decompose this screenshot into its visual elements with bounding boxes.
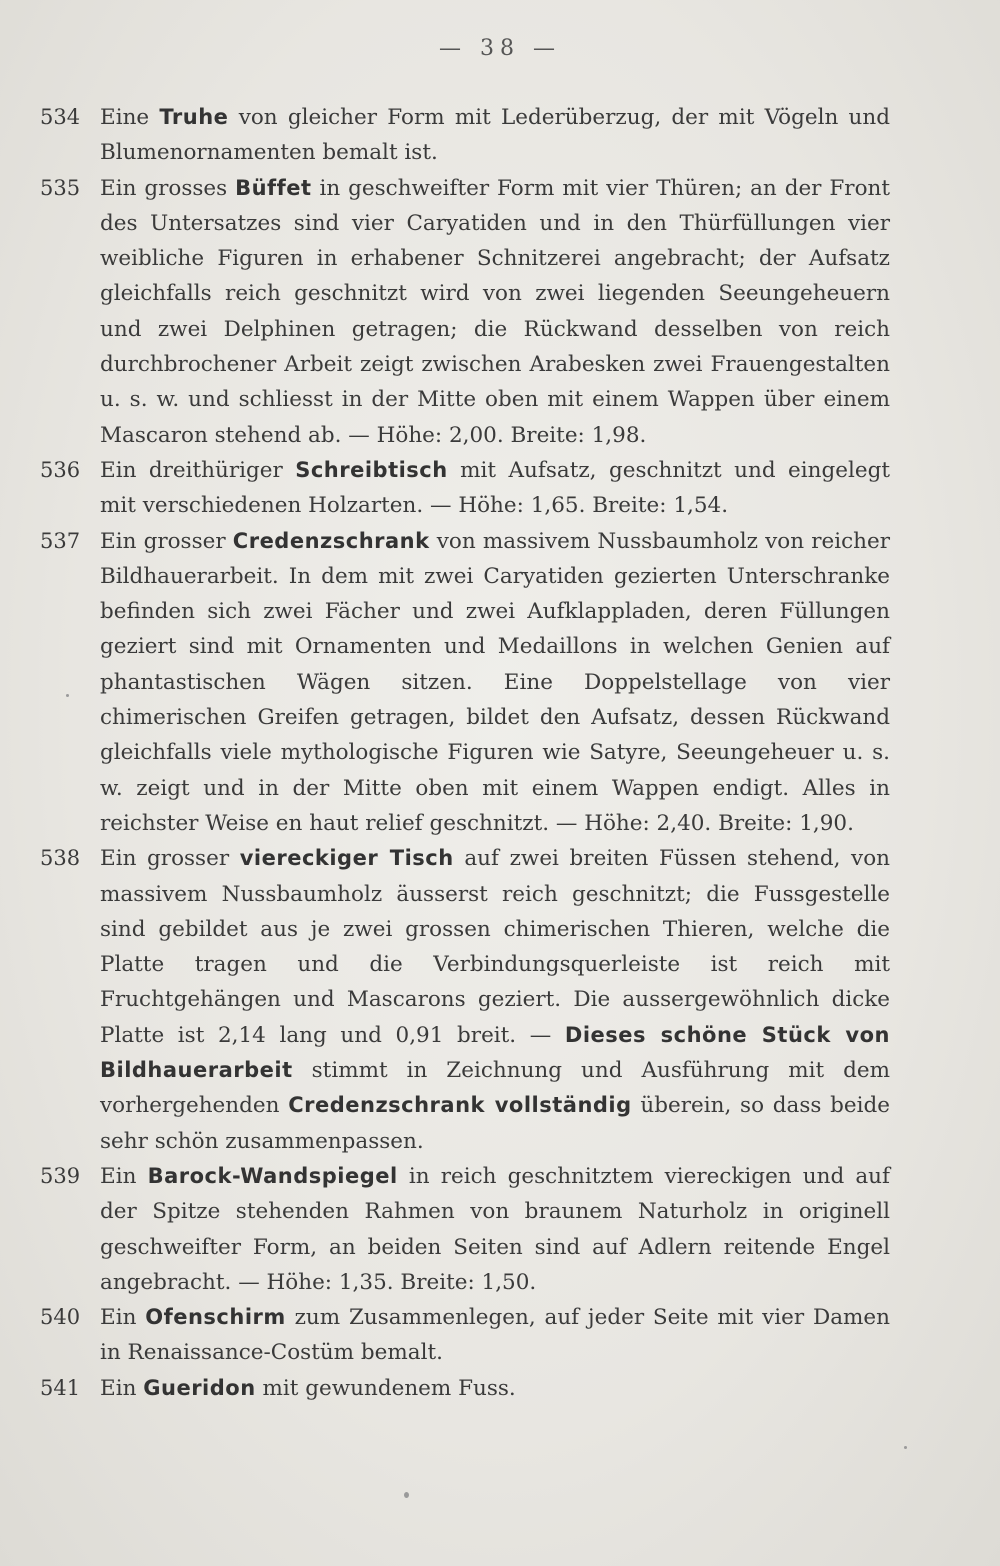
entry-text: Ein dreithüriger [100, 457, 296, 483]
entry-number: 540 [40, 1305, 81, 1330]
entry-text: Ein [100, 1163, 148, 1189]
entry-text: Ein [100, 1375, 144, 1401]
paper-speck [404, 1492, 409, 1498]
catalog-entry-539 [40, 1159, 890, 1300]
catalog-entry-541 [40, 1371, 890, 1406]
catalog-entry-540 [40, 1300, 890, 1371]
entry-text: Ein grosser [100, 528, 233, 554]
entry-text: in geschweifter Form mit vier Thüren; an der Front des Untersatzes sind vier Caryatiden und in den Thürfüllungen vier weibliche Figuren in erhabener Schnitzerei angebracht; der Aufsatz gleichfalls reich geschnitzt wird von zwei liegenden Seeungeheuern und zwei Delphinen getragen; die Rückwand desselben von reich durchbrochener Arbeit zeigt zwischen Arabesken zwei Frauengestalten u. s. w. und schliesst in der Mitte oben mit einem Wappen über einem Mascaron stehend ab. — Höhe: 2,00. Breite: 1,98. [100, 175, 890, 448]
entry-keyword: Barock-Wandspiegel [147, 1163, 398, 1188]
entry-keyword: Credenzschrank vollständig [288, 1093, 632, 1118]
entry-text: zum Zusammenlegen, auf jeder Seite mit vier Damen in Renaissance-Costüm bemalt. [100, 1305, 890, 1366]
page-number: — 38 — [439, 36, 561, 61]
entry-text: Ein grosser [100, 846, 240, 872]
entry-keyword: Gueridon [143, 1375, 256, 1400]
entry-number: 536 [40, 457, 81, 482]
entry-keyword: Dieses schöne Stück von Bildhauerarbeit [100, 1022, 890, 1083]
entry-number: 538 [40, 846, 81, 871]
entry-keyword: viereckiger Tisch [239, 846, 454, 871]
entry-number: 539 [40, 1163, 81, 1188]
catalog-entry-537 [40, 524, 890, 842]
entry-text: stimmt in Zeichnung und Ausführung mit dem vorhergehenden [100, 1058, 890, 1119]
entry-keyword: Credenzschrank [232, 528, 430, 553]
paper-speck [66, 694, 69, 697]
entry-keyword: Büffet [235, 175, 312, 200]
entry-number: 535 [40, 175, 81, 200]
catalog-entry-538 [40, 841, 890, 1159]
paper-speck [904, 1446, 907, 1449]
entry-number: 541 [40, 1375, 81, 1400]
catalog-entry-536 [40, 453, 890, 524]
catalog-entry-535 [40, 171, 890, 453]
entry-text: überein, so dass beide sehr schön zusammenpassen. [100, 1093, 890, 1154]
catalog-entries [40, 100, 890, 1406]
entry-text: von massivem Nussbaumholz von reicher Bildhauerarbeit. In dem mit zwei Caryatiden gezierten Unterschranke befinden sich zwei Fächer und zwei Aufklappladen, deren Füllungen geziert sind mit Ornamenten und Medaillons in welchen Genien auf phantastischen Wägen sitzen. Eine Doppelstellage von vier chimerischen Greifen getragen, bildet den Aufsatz, dessen Rückwand gleichfalls viele mythologische Figuren wie Satyre, Seeungeheuer u. s. w. zeigt und in der Mitte oben mit einem Wappen endigt. Alles in reichster Weise en haut relief geschnitzt. — Höhe: 2,40. Breite: 1,90. [100, 528, 890, 836]
entry-text: Eine [100, 105, 160, 130]
entry-keyword: Truhe [159, 105, 229, 129]
entry-keyword: Ofenschirm [145, 1305, 286, 1330]
entry-text: auf zwei breiten Füssen stehend, von massivem Nussbaumholz äusserst reich geschnitzt; die Fussgestelle sind gebildet aus je zwei grossen chimerischen Thieren, welche die Platte tragen und die Verbindungsquerleiste ist reich mit Fruchtgehängen und Mascarons geziert. Die aussergewöhnlich dicke Platte ist 2,14 lang und 0,91 breit. — [100, 846, 890, 1048]
entry-text: von gleicher Form mit Lederüberzug, der mit Vögeln und Blumenornamenten bemalt ist. [100, 105, 890, 166]
entry-keyword: Schreibtisch [295, 457, 448, 482]
entry-text: mit gewundenem Fuss. [255, 1375, 516, 1401]
catalog-entry-534 [40, 100, 890, 171]
entry-text: Ein grosses [100, 175, 236, 201]
entry-text: mit Aufsatz, geschnitzt und eingelegt mit verschiedenen Holzarten. — Höhe: 1,65. Breite: 1,54. [100, 457, 890, 519]
entry-text: Ein [100, 1305, 146, 1331]
entry-text: in reich geschnitztem viereckigen und auf der Spitze stehenden Rahmen von braunem Naturholz in originell geschweifter Form, an beiden Seiten sind auf Adlern reitende Engel angebracht. — Höhe: 1,35. Breite: 1,50. [100, 1163, 890, 1295]
entry-number: 537 [40, 528, 81, 553]
entry-number: 534 [40, 105, 81, 129]
